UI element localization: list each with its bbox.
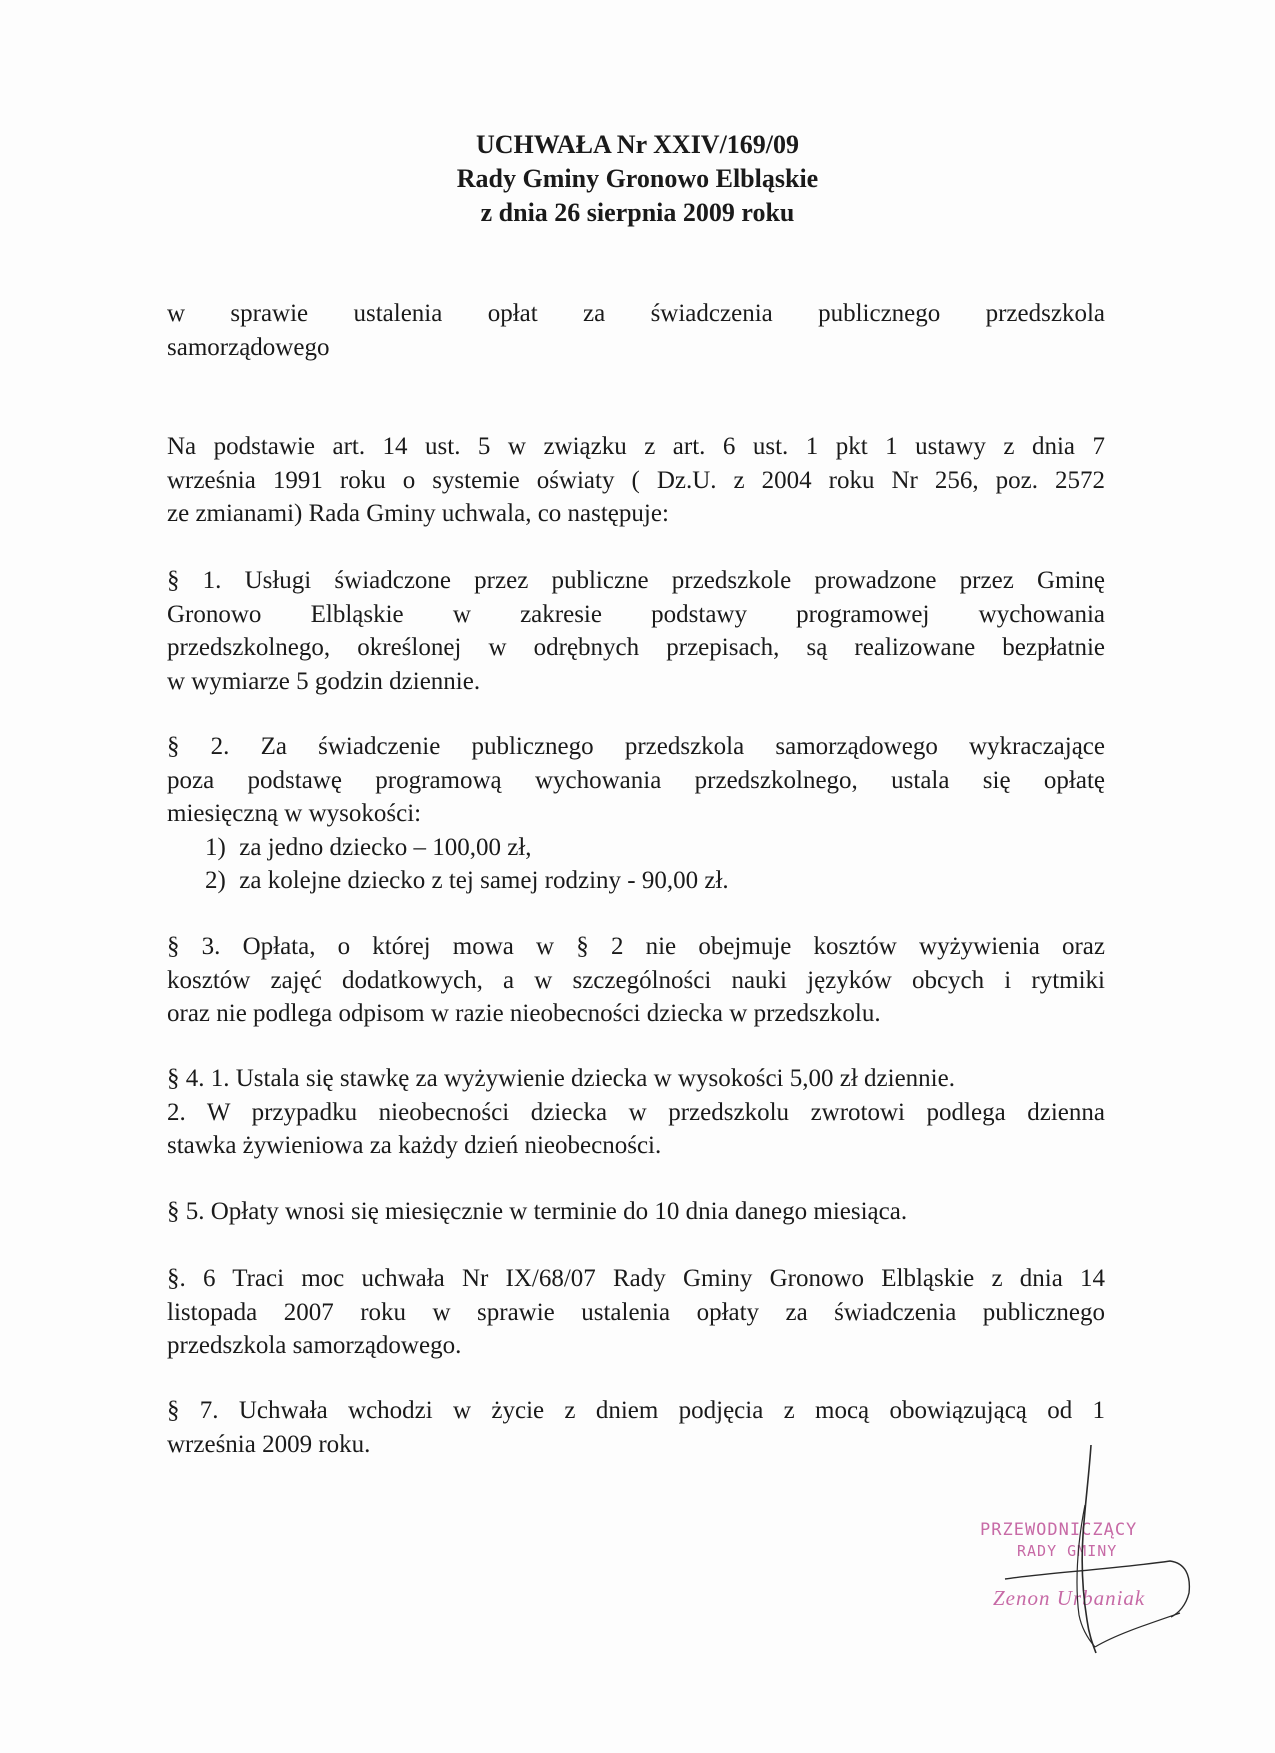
section-1	[167, 564, 1105, 698]
section-4	[167, 1062, 1105, 1163]
section-2	[167, 730, 1105, 898]
section-line: miesięczną w wysokości:	[167, 800, 422, 827]
section-line: § 3. Opłata, o której mowa w § 2 nie obejmuje kosztów wyżywienia oraz	[167, 933, 1105, 960]
council-name: Rady Gminy Gronowo Elbląskie	[456, 164, 819, 193]
resolution-date: z dnia 26 sierpnia 2009 roku	[480, 198, 795, 227]
section-line: stawka żywieniowa za każdy dzień nieobecności.	[167, 1132, 662, 1159]
section-line: 2. W przypadku nieobecności dziecka w przedszkolu zwrotowi podlega dzienna	[167, 1098, 1105, 1126]
handwritten-signature	[965, 1435, 1215, 1665]
resolution-subject	[167, 297, 1105, 364]
basis-line: ze zmianami) Rada Gminy uchwala, co następuje:	[167, 500, 669, 527]
subject-line: w sprawie ustalenia opłat za świadczenia publicznego przedszkola	[167, 300, 1105, 327]
resolution-number: UCHWAŁA Nr XXIV/169/09	[475, 130, 800, 159]
stamp-name: Zenon Urbaniak	[993, 1586, 1146, 1610]
section-3	[167, 930, 1105, 1031]
list-text: za kolejne dziecko z tej samej rodziny - 90,00 zł.	[239, 867, 729, 894]
section-line: Gronowo Elbląskie w zakresie podstawy programowej wychowania	[167, 600, 1105, 628]
list-number: 1)	[205, 833, 226, 861]
stamp-subtitle: RADY GMINY	[1017, 1542, 1118, 1560]
stamp-title: PRZEWODNICZĄCY	[980, 1520, 1138, 1540]
subject-line: samorządowego	[167, 333, 330, 361]
basis-line: września 1991 roku o systemie oświaty ( Dz.U. z 2004 roku Nr 256, poz. 2572	[167, 466, 1105, 494]
section-line: § 1. Usługi świadczone przez publiczne przedszkole prowadzone przez Gminę	[167, 567, 1105, 594]
fee-list-item	[167, 831, 1105, 865]
section-line: kosztów zajęć dodatkowych, a w szczególności nauki języków obcych i rytmiki	[167, 966, 1105, 994]
fee-list-item	[167, 864, 1105, 898]
section-line: § 2. Za świadczenie publicznego przedszkola samorządowego wykraczające	[167, 733, 1105, 760]
section-line: w wymiarze 5 godzin dziennie.	[167, 667, 481, 695]
section-line: przedszkolnego, określonej w odrębnych przepisach, są realizowane bezpłatnie	[167, 634, 1105, 661]
section-line: września 2009 roku.	[167, 1430, 371, 1458]
section-line: § 5. Opłaty wnosi się miesięcznie w terminie do 10 dnia danego miesiąca.	[167, 1198, 908, 1225]
basis-line: Na podstawie art. 14 ust. 5 w związku z art. 6 ust. 1 pkt 1 ustawy z dnia 7	[167, 433, 1105, 460]
section-line: poza podstawę programową wychowania przedszkolnego, ustala się opłatę	[167, 766, 1105, 794]
list-text: za jedno dziecko – 100,00 zł,	[239, 833, 532, 861]
section-line: §. 6 Traci moc uchwała Nr IX/68/07 Rady Gminy Gronowo Elbląskie z dnia 14	[167, 1265, 1105, 1292]
section-line: przedszkola samorządowego.	[167, 1332, 462, 1359]
legal-basis	[167, 430, 1105, 531]
list-number: 2)	[205, 867, 226, 894]
section-6	[167, 1262, 1105, 1363]
section-5	[167, 1195, 1105, 1229]
section-line: oraz nie podlega odpisom w razie nieobecności dziecka w przedszkolu.	[167, 1000, 881, 1027]
section-line: § 7. Uchwała wchodzi w życie z dniem podjęcia z mocą obowiązującą od 1	[167, 1397, 1105, 1424]
section-line: listopada 2007 roku w sprawie ustalenia opłaty za świadczenia publicznego	[167, 1298, 1105, 1326]
section-line: § 4. 1. Ustala się stawkę za wyżywienie dziecka w wysokości 5,00 zł dziennie.	[167, 1065, 955, 1092]
resolution-header	[0, 128, 1275, 230]
